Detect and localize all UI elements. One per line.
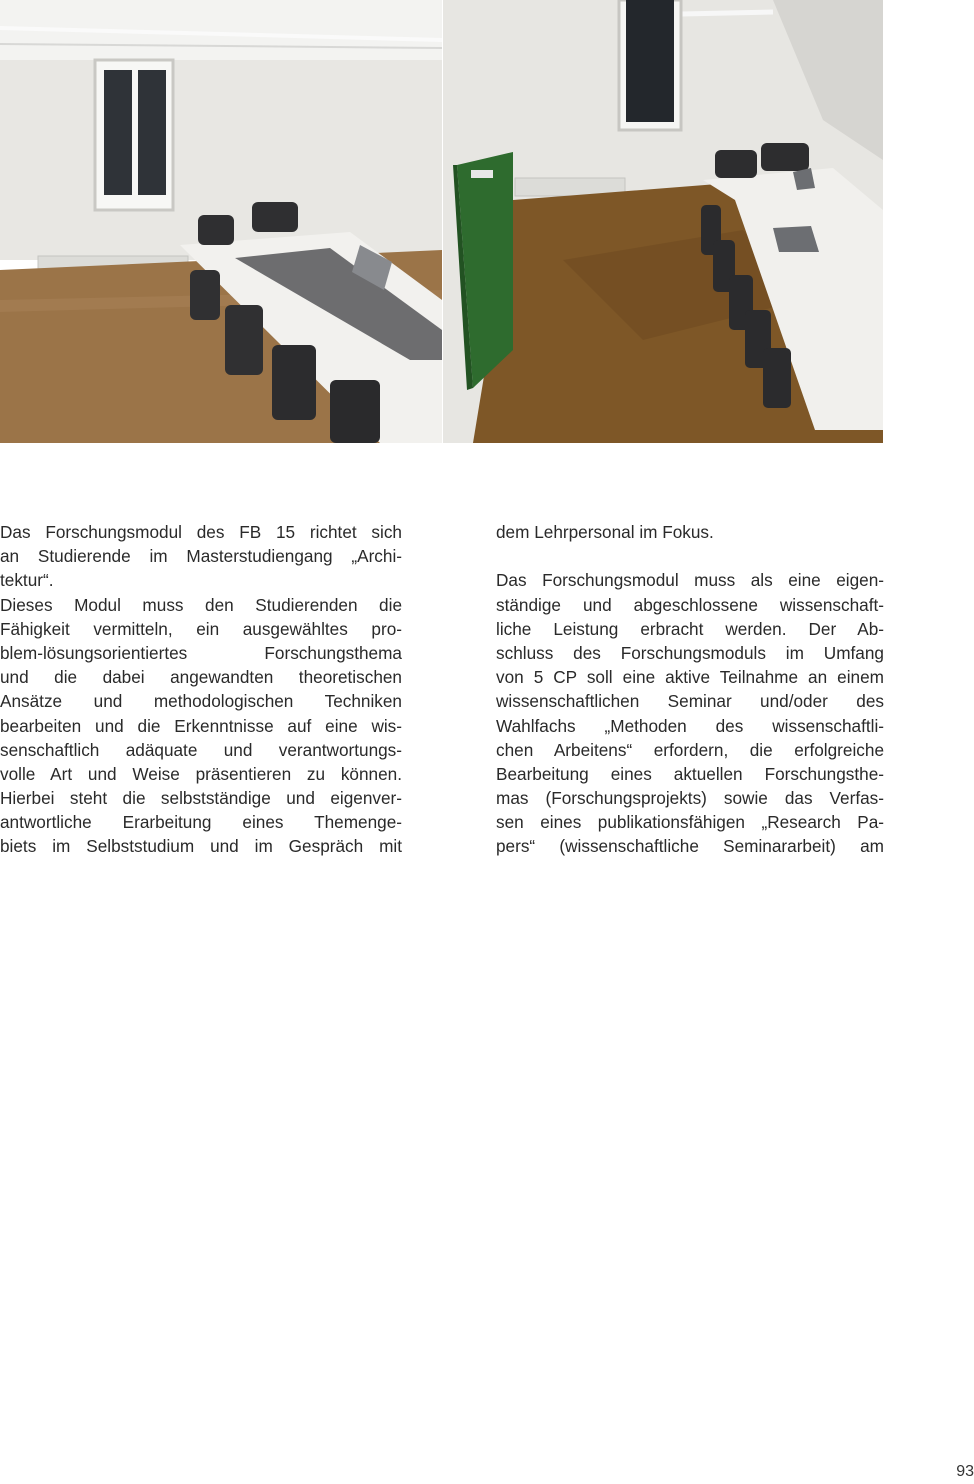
photo-seminar-room	[0, 0, 442, 443]
body-line: wissenschaftlichen Seminar und/oder des	[496, 691, 884, 712]
body-line: von 5 CP soll eine aktive Teilnahme an einem	[496, 667, 884, 688]
body-line: schluss des Forschungsmoduls im Umfang	[496, 642, 884, 663]
body-line: dem Lehrpersonal im Fokus.	[496, 522, 714, 542]
body-line: Fähigkeit vermitteln, ein ausgewähltes pro-	[0, 618, 402, 639]
body-line: blem-lösungsorientiertes Forschungsthema	[0, 642, 402, 663]
body-line: pers“ (wissenschaftliche Seminararbeit) am	[496, 836, 884, 857]
paragraph-gap	[496, 544, 884, 568]
body-line: tektur“.	[0, 570, 54, 591]
body-line: senschaftlich adäquate und verantwortungs-	[0, 739, 402, 760]
body-line: biets im Selbststudium und im Gespräch mit	[0, 836, 402, 857]
body-line: Wahlfachs „Methoden des wissenschaftli-	[496, 715, 884, 736]
body-line: Das Forschungsmodul des FB 15 richtet sich	[0, 522, 402, 542]
body-line: an Studierende im Masterstudiengang „Archi-	[0, 546, 402, 567]
body-line: ständige und abgeschlossene wissenschaft-	[496, 594, 884, 615]
body-line: Dieses Modul muss den Studierenden die	[0, 594, 402, 615]
body-line: liche Leistung erbracht werden. Der Ab-	[496, 618, 884, 639]
body-line: chen Arbeitens“ erfordern, die erfolgreiche	[496, 739, 884, 760]
photo-room-visualization	[443, 0, 883, 443]
body-line: antwortliche Erarbeitung eines Themenge-	[0, 812, 402, 833]
body-line: Bearbeitung eines aktuellen Forschungsthe-	[496, 763, 884, 784]
body-line: bearbeiten und die Erkenntnisse auf eine wis-	[0, 715, 402, 736]
body-line: mas (Forschungsprojekts) sowie das Verfas-	[496, 788, 884, 809]
body-line: volle Art und Weise präsentieren zu können.	[0, 763, 402, 784]
page-number: 93	[956, 1463, 974, 1480]
body-line: Ansätze und methodologischen Techniken	[0, 691, 402, 712]
body-line: Hierbei steht die selbstständige und eigenver-	[0, 788, 402, 809]
text-column-left	[0, 520, 402, 859]
body-line: und die dabei angewandten theoretischen	[0, 667, 402, 688]
text-column-right	[496, 520, 884, 859]
body-line: sen eines publikationsfähigen „Research Pa-	[496, 812, 884, 833]
body-line: Das Forschungsmodul muss als eine eigen-	[496, 570, 884, 591]
